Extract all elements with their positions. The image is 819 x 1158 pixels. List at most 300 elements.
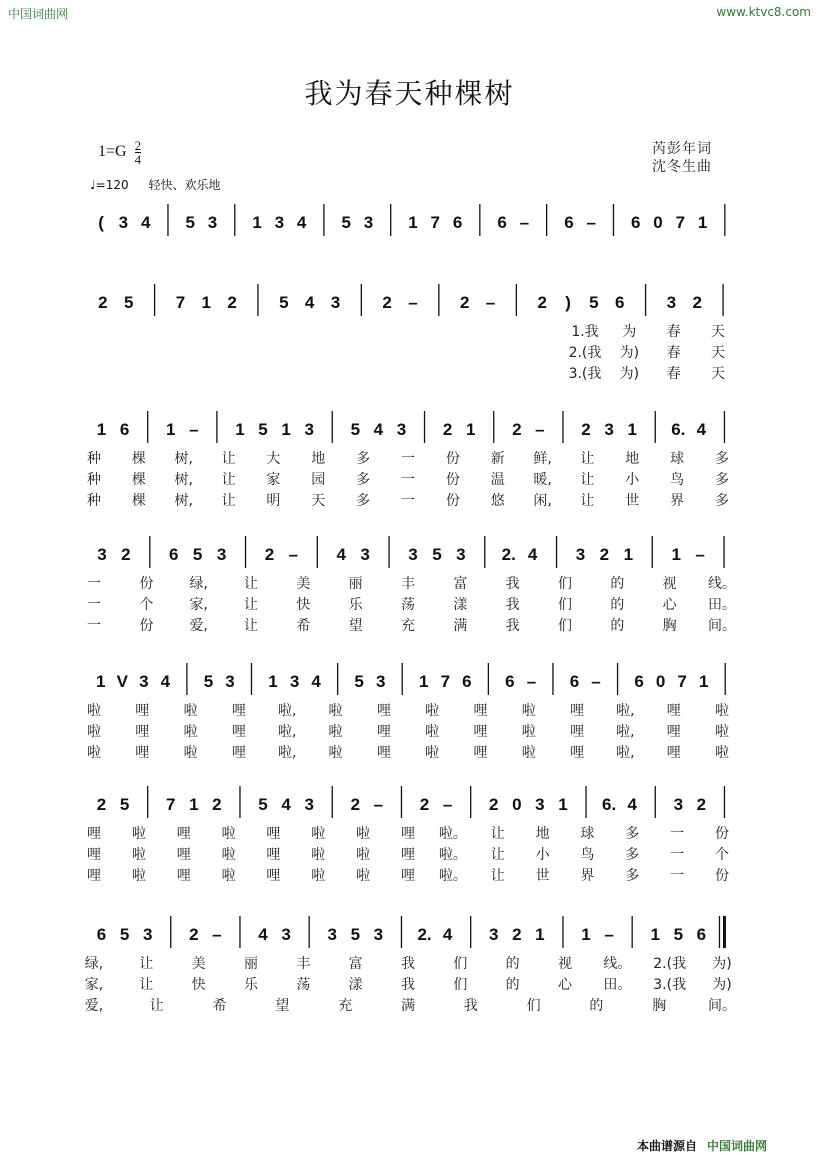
lyric-syllable: 啦 xyxy=(221,868,236,884)
lyric-syllable: 哩 xyxy=(87,847,101,863)
note: 7 xyxy=(175,293,186,312)
lyric-syllable: 棵 xyxy=(131,472,146,488)
note: 3 xyxy=(304,795,314,814)
lyric-syllable: 哩 xyxy=(135,745,150,761)
note: 6 xyxy=(452,213,463,232)
lyric-syllable: 胸 xyxy=(652,998,667,1014)
lyric-syllable: 我 xyxy=(463,998,478,1014)
lyric-syllable: 份 xyxy=(445,472,460,488)
note: 3 xyxy=(489,925,499,944)
note: 3 xyxy=(575,545,586,564)
lyric-syllable: 啦 xyxy=(715,724,729,740)
note: 2 xyxy=(696,795,707,814)
lyric-syllable: 让 xyxy=(490,847,505,863)
note: 1 xyxy=(671,545,681,564)
lyric-syllable: 啦 xyxy=(328,724,343,740)
lyric-syllable: 树, xyxy=(174,493,193,509)
lyric-syllable: 树, xyxy=(174,472,193,488)
note: 4 xyxy=(311,672,321,691)
lyric-syllable: 种 xyxy=(87,493,101,509)
note: 6 xyxy=(119,420,130,439)
note: 4 xyxy=(627,795,637,814)
tempo-value: =120 xyxy=(95,178,129,192)
lyric-syllable: 哩 xyxy=(473,703,488,719)
lyric-syllable: 2.(我 xyxy=(653,956,687,972)
lyric-syllable: 啦 xyxy=(183,703,198,719)
lyric-syllable: 荡 xyxy=(296,977,311,993)
note: 6. xyxy=(671,420,686,439)
lyric-syllable: 一 xyxy=(87,618,101,634)
note: 5 xyxy=(432,545,442,564)
lyric-syllable: 一 xyxy=(87,597,101,613)
note: 1 xyxy=(281,420,291,439)
note: 2 xyxy=(212,795,222,814)
lyric-syllable: 啦 xyxy=(221,847,236,863)
lyric-syllable: 3.(我 xyxy=(568,366,602,382)
note: 4 xyxy=(160,672,171,691)
lyric-syllable: 哩 xyxy=(87,826,101,842)
key-label: 1=G xyxy=(98,143,127,161)
lyric-syllable: 美 xyxy=(191,956,206,972)
note: 6 xyxy=(614,293,625,312)
note: 6. xyxy=(602,795,617,814)
note: 7 xyxy=(677,672,687,691)
note: 3 xyxy=(97,545,107,564)
note: 2 xyxy=(537,293,547,312)
lyric-syllable: 小 xyxy=(625,472,640,488)
watermark-right: www.ktvc8.com xyxy=(716,5,811,19)
lyric-syllable: 乐 xyxy=(244,977,258,993)
lyric-syllable: 让 xyxy=(139,956,154,972)
lyric-syllable: 丰 xyxy=(401,576,415,592)
lyric-syllable: 家, xyxy=(189,597,208,613)
note: 1 xyxy=(627,420,637,439)
note: 2 xyxy=(512,420,522,439)
lyric-syllable: 让 xyxy=(580,472,595,488)
lyric-syllable: 啦, xyxy=(616,724,635,740)
lyric-syllable: 春 xyxy=(666,324,681,340)
lyric-syllable: 一 xyxy=(401,472,415,488)
lyric-syllable: 鸟 xyxy=(580,847,595,863)
lyric-syllable: 让 xyxy=(580,493,595,509)
note: 3 xyxy=(396,420,407,439)
note: 1 xyxy=(650,925,660,944)
lyric-syllable: 田。 xyxy=(603,977,632,993)
lyric-syllable: 啦 xyxy=(425,724,440,740)
lyric-syllable: 多 xyxy=(356,493,371,509)
lyric-syllable: 啦。 xyxy=(438,868,467,884)
lyric-syllable: 让 xyxy=(580,451,595,467)
lyric-syllable: 啦 xyxy=(521,724,536,740)
lyric-syllable: 让 xyxy=(221,451,236,467)
lyric-syllable: 啦 xyxy=(328,703,343,719)
note: – xyxy=(212,925,222,944)
lyric-syllable: 份 xyxy=(445,451,460,467)
note: 2 xyxy=(599,545,610,564)
lyric-syllable: 个 xyxy=(715,847,729,863)
note: 5 xyxy=(185,213,195,232)
lyric-syllable: 啦 xyxy=(87,703,101,719)
lyric-syllable: 让 xyxy=(490,826,505,842)
lyric-syllable: 啦 xyxy=(131,826,146,842)
lyric-syllable: 多 xyxy=(625,868,640,884)
note: 1 xyxy=(419,672,429,691)
composer: 沈冬生曲 xyxy=(652,159,712,175)
lyric-syllable: 哩 xyxy=(666,703,681,719)
time-top: 2 xyxy=(134,138,142,153)
lyric-syllable: 的 xyxy=(505,956,520,972)
note: 1 xyxy=(697,213,708,232)
lyric-syllable: 为 xyxy=(622,324,637,340)
lyric-syllable: 线。 xyxy=(708,576,736,592)
lyric-syllable: 的 xyxy=(610,576,625,592)
lyric-syllable: 鸟 xyxy=(670,472,685,488)
lyric-syllable: 天 xyxy=(711,345,725,361)
lyric-syllable: 一 xyxy=(401,451,415,467)
lyric-syllable: 啦。 xyxy=(438,847,467,863)
note: 2 xyxy=(227,293,237,312)
note: 4 xyxy=(304,293,315,312)
note: 5 xyxy=(279,293,289,312)
note: 7 xyxy=(166,795,176,814)
lyric-syllable: 啦 xyxy=(311,826,326,842)
lyric-syllable: 间。 xyxy=(708,618,736,634)
lyric-syllable: 份 xyxy=(139,618,154,634)
note: 4 xyxy=(527,545,538,564)
note: 6 xyxy=(96,925,107,944)
note: 1 xyxy=(268,672,278,691)
lyric-syllable: 哩 xyxy=(666,724,681,740)
lyric-syllable: 我 xyxy=(505,618,520,634)
lyric-syllable: 让 xyxy=(244,618,258,634)
lyric-syllable: 棵 xyxy=(131,493,146,509)
lyric-syllable: 哩 xyxy=(570,703,585,719)
lyric-syllable: 春 xyxy=(666,345,681,361)
note: 0 xyxy=(655,672,666,691)
lyricist: 芮彭年词 xyxy=(652,141,712,157)
note: 5 xyxy=(203,672,214,691)
lyric-syllable: 天 xyxy=(711,324,725,340)
lyric-syllable: 一 xyxy=(401,493,415,509)
lyric-syllable: 哩 xyxy=(176,847,191,863)
lyric-syllable: 啦 xyxy=(715,703,729,719)
lyric-syllable: 啦 xyxy=(425,745,440,761)
lyric-syllable: 富 xyxy=(453,576,468,592)
lyric-syllable: 多 xyxy=(356,472,371,488)
footer-source xyxy=(637,1137,767,1154)
note: 3 xyxy=(666,293,677,312)
note: 1 xyxy=(235,420,245,439)
lyric-syllable: 啦, xyxy=(616,745,635,761)
lyric-syllable: 为) xyxy=(712,956,732,972)
lyric-syllable: 份 xyxy=(715,868,729,884)
lyric-syllable: 份 xyxy=(445,493,460,509)
lyric-syllable: 的 xyxy=(589,998,604,1014)
lyric-syllable: 啦 xyxy=(328,745,343,761)
lyric-syllable: 爱, xyxy=(189,618,208,634)
lyric-syllable: 啦, xyxy=(278,745,297,761)
lyric-syllable: 啦 xyxy=(131,868,146,884)
note: 5 xyxy=(258,795,268,814)
note: 5 xyxy=(350,925,361,944)
note: 5 xyxy=(192,545,203,564)
lyric-syllable: 为) xyxy=(619,366,640,382)
lyric-syllable: 我 xyxy=(505,597,520,613)
lyric-syllable: 地 xyxy=(311,451,326,467)
lyric-syllable: 心 xyxy=(558,977,572,993)
lyric-syllable: 界 xyxy=(580,868,595,884)
note: 1 xyxy=(623,545,634,564)
note: 4 xyxy=(373,420,384,439)
lyric-syllable: 明 xyxy=(266,493,281,509)
lyric-syllable: 啦 xyxy=(183,724,198,740)
lyric-syllable: 啦, xyxy=(278,703,297,719)
note: 2 xyxy=(96,795,107,814)
note: 4 xyxy=(281,795,291,814)
note: 0 xyxy=(512,795,522,814)
lyric-syllable: 哩 xyxy=(401,847,415,863)
lyric-syllable: 满 xyxy=(453,618,468,634)
lyric-syllable: 让 xyxy=(149,998,164,1014)
note: 3 xyxy=(408,545,418,564)
note: 3 xyxy=(673,795,684,814)
note: 2 xyxy=(264,545,275,564)
note: 7 xyxy=(430,213,441,232)
note: 5 xyxy=(119,925,130,944)
lyric-syllable: 家 xyxy=(266,472,281,488)
lyric-syllable: 啦 xyxy=(87,745,101,761)
lyric-syllable: 们 xyxy=(558,576,572,592)
lyric-syllable: 多 xyxy=(715,451,729,467)
note: 2 xyxy=(98,293,108,312)
note: 2 xyxy=(121,545,131,564)
note: – xyxy=(485,293,496,312)
lyric-syllable: 让 xyxy=(221,472,236,488)
lyric-syllable: 哩 xyxy=(176,826,191,842)
lyric-syllable: 多 xyxy=(715,493,729,509)
lyric-syllable: 视 xyxy=(558,956,572,972)
lyric-syllable: 我 xyxy=(401,956,415,972)
lyric-syllable: 的 xyxy=(610,618,625,634)
lyric-syllable: 天 xyxy=(311,493,326,509)
lyric-syllable: 2.(我 xyxy=(568,345,602,361)
lyric-syllable: 啦 xyxy=(425,703,440,719)
lyric-syllable: 哩 xyxy=(376,724,391,740)
lyric-syllable: 啦 xyxy=(715,745,729,761)
lyric-syllable: 世 xyxy=(625,493,640,509)
lyric-syllable: 世 xyxy=(535,868,550,884)
source-site: 中国词曲网 xyxy=(706,1139,767,1153)
lyric-syllable: 我 xyxy=(401,977,415,993)
note: 2 xyxy=(442,420,453,439)
lyric-syllable: 大 xyxy=(266,451,281,467)
lyric-syllable: 小 xyxy=(535,847,550,863)
quarter-note-icon: ♩ xyxy=(90,178,96,192)
note: 2 xyxy=(489,795,499,814)
note: V xyxy=(116,672,128,691)
lyric-syllable: 个 xyxy=(139,597,154,613)
lyric-syllable: 哩 xyxy=(570,724,585,740)
note: 2 xyxy=(692,293,702,312)
lyric-syllable: 温 xyxy=(490,472,505,488)
lyric-syllable: 闲, xyxy=(533,493,552,509)
lyric-syllable: 丽 xyxy=(348,576,363,592)
lyric-syllable: 哩 xyxy=(473,745,488,761)
note: 6 xyxy=(564,213,574,232)
lyric-syllable: 哩 xyxy=(266,868,281,884)
lyric-syllable: 富 xyxy=(348,956,363,972)
lyric-syllable: 份 xyxy=(139,576,154,592)
note: 4 xyxy=(442,925,453,944)
note: 6 xyxy=(169,545,179,564)
note: 3 xyxy=(360,545,370,564)
note: 5 xyxy=(354,672,364,691)
lyric-syllable: 天 xyxy=(711,366,725,382)
note: 3 xyxy=(363,213,374,232)
lyric-syllable: 爱, xyxy=(84,998,104,1014)
note: – xyxy=(373,795,384,814)
note: 1 xyxy=(408,213,418,232)
note: 6 xyxy=(569,672,580,691)
time-bottom: 4 xyxy=(134,152,142,167)
lyric-syllable: 们 xyxy=(453,977,468,993)
note: 0 xyxy=(653,213,663,232)
lyric-syllable: 心 xyxy=(662,597,677,613)
lyric-syllable: 快 xyxy=(296,597,311,613)
note: 3 xyxy=(535,795,545,814)
note: – xyxy=(535,420,545,439)
lyric-syllable: 的 xyxy=(610,597,625,613)
lyric-syllable: 充 xyxy=(401,618,415,634)
lyric-syllable: 棵 xyxy=(131,451,146,467)
lyric-syllable: 鲜, xyxy=(533,451,552,467)
note: 2 xyxy=(382,293,392,312)
lyric-syllable: 快 xyxy=(191,977,206,993)
lyric-syllable: 我 xyxy=(505,576,520,592)
note: – xyxy=(695,545,705,564)
note: 6 xyxy=(497,213,507,232)
lyric-syllable: 间。 xyxy=(708,998,736,1014)
note: 5 xyxy=(119,795,130,814)
note: 6 xyxy=(696,925,707,944)
lyric-syllable: 一 xyxy=(670,847,685,863)
lyric-syllable: 种 xyxy=(87,472,101,488)
lyric-syllable: 为) xyxy=(619,345,640,361)
lyric-syllable: 让 xyxy=(244,576,258,592)
note: 2 xyxy=(189,925,199,944)
source-label: 本曲谱源自 xyxy=(636,1139,697,1153)
note: 2. xyxy=(501,545,516,564)
lyric-syllable: 为) xyxy=(712,977,732,993)
lyric-syllable: 哩 xyxy=(231,745,246,761)
lyric-syllable: 哩 xyxy=(570,745,585,761)
lyric-syllable: 多 xyxy=(625,826,640,842)
note: 4 xyxy=(696,420,707,439)
song-title: 我为春天种棵树 xyxy=(304,77,515,110)
lyric-syllable: 啦 xyxy=(311,868,326,884)
lyric-syllable: 一 xyxy=(670,826,685,842)
lyric-syllable: 啦 xyxy=(221,826,236,842)
lyric-syllable: 份 xyxy=(715,826,729,842)
lyric-syllable: 希 xyxy=(296,618,311,634)
note: 2. xyxy=(417,925,432,944)
lyric-syllable: 啦 xyxy=(131,847,146,863)
lyric-syllable: 胸 xyxy=(662,618,677,634)
lyric-syllable: 田。 xyxy=(708,597,736,613)
lyric-syllable: 哩 xyxy=(376,703,391,719)
lyric-syllable: 一 xyxy=(670,868,685,884)
lyric-syllable: 哩 xyxy=(376,745,391,761)
watermark-left: 中国词曲网 xyxy=(8,7,69,21)
lyric-syllable: 地 xyxy=(535,826,550,842)
note: 3 xyxy=(281,925,291,944)
lyric-syllable: 丰 xyxy=(296,956,311,972)
lyric-syllable: 球 xyxy=(580,826,595,842)
note: 5 xyxy=(258,420,268,439)
note: 3 xyxy=(274,213,285,232)
note: 6 xyxy=(462,672,472,691)
note: – xyxy=(189,420,199,439)
lyric-syllable: 家, xyxy=(84,977,104,993)
lyric-syllable: 线。 xyxy=(603,956,632,972)
lyric-syllable: 的 xyxy=(505,977,520,993)
note: ) xyxy=(565,293,571,312)
lyric-syllable: 们 xyxy=(453,956,468,972)
note: 1 xyxy=(535,925,545,944)
lyric-syllable: 一 xyxy=(87,576,101,592)
lyric-syllable: 园 xyxy=(311,472,326,488)
note: 2 xyxy=(419,795,430,814)
note: 3 xyxy=(225,672,235,691)
note: 1 xyxy=(698,672,709,691)
lyric-syllable: 荡 xyxy=(401,597,415,613)
lyric-syllable: 啦, xyxy=(278,724,297,740)
lyric-syllable: 充 xyxy=(338,998,353,1014)
lyric-syllable: 哩 xyxy=(231,724,246,740)
lyric-syllable: 哩 xyxy=(135,724,150,740)
lyric-syllable: 啦 xyxy=(311,847,326,863)
lyric-syllable: 漾 xyxy=(453,597,468,613)
lyric-syllable: 多 xyxy=(356,451,371,467)
note: 3 xyxy=(330,293,341,312)
note: ( xyxy=(98,213,104,232)
note: 3 xyxy=(289,672,300,691)
lyric-syllable: 多 xyxy=(715,472,729,488)
note: 1 xyxy=(96,672,106,691)
note: 5 xyxy=(341,213,351,232)
lyric-syllable: 哩 xyxy=(666,745,681,761)
note: 5 xyxy=(124,293,134,312)
note: 3 xyxy=(327,925,337,944)
note: 4 xyxy=(336,545,346,564)
note: 1 xyxy=(252,213,262,232)
note: 2 xyxy=(581,420,591,439)
note: 2 xyxy=(459,293,470,312)
note: 3 xyxy=(207,213,218,232)
lyric-syllable: 哩 xyxy=(231,703,246,719)
lyric-syllable: 啦 xyxy=(87,724,101,740)
note: 5 xyxy=(350,420,361,439)
lyric-syllable: 1.我 xyxy=(571,324,599,340)
lyric-syllable: 美 xyxy=(296,576,311,592)
lyric-syllable: 们 xyxy=(526,998,541,1014)
lyric-syllable: 多 xyxy=(625,847,640,863)
lyric-syllable: 啦 xyxy=(521,745,536,761)
note: 3 xyxy=(142,925,153,944)
lyric-syllable: 哩 xyxy=(266,847,281,863)
lyric-syllable: 让 xyxy=(139,977,154,993)
note: 4 xyxy=(140,213,151,232)
